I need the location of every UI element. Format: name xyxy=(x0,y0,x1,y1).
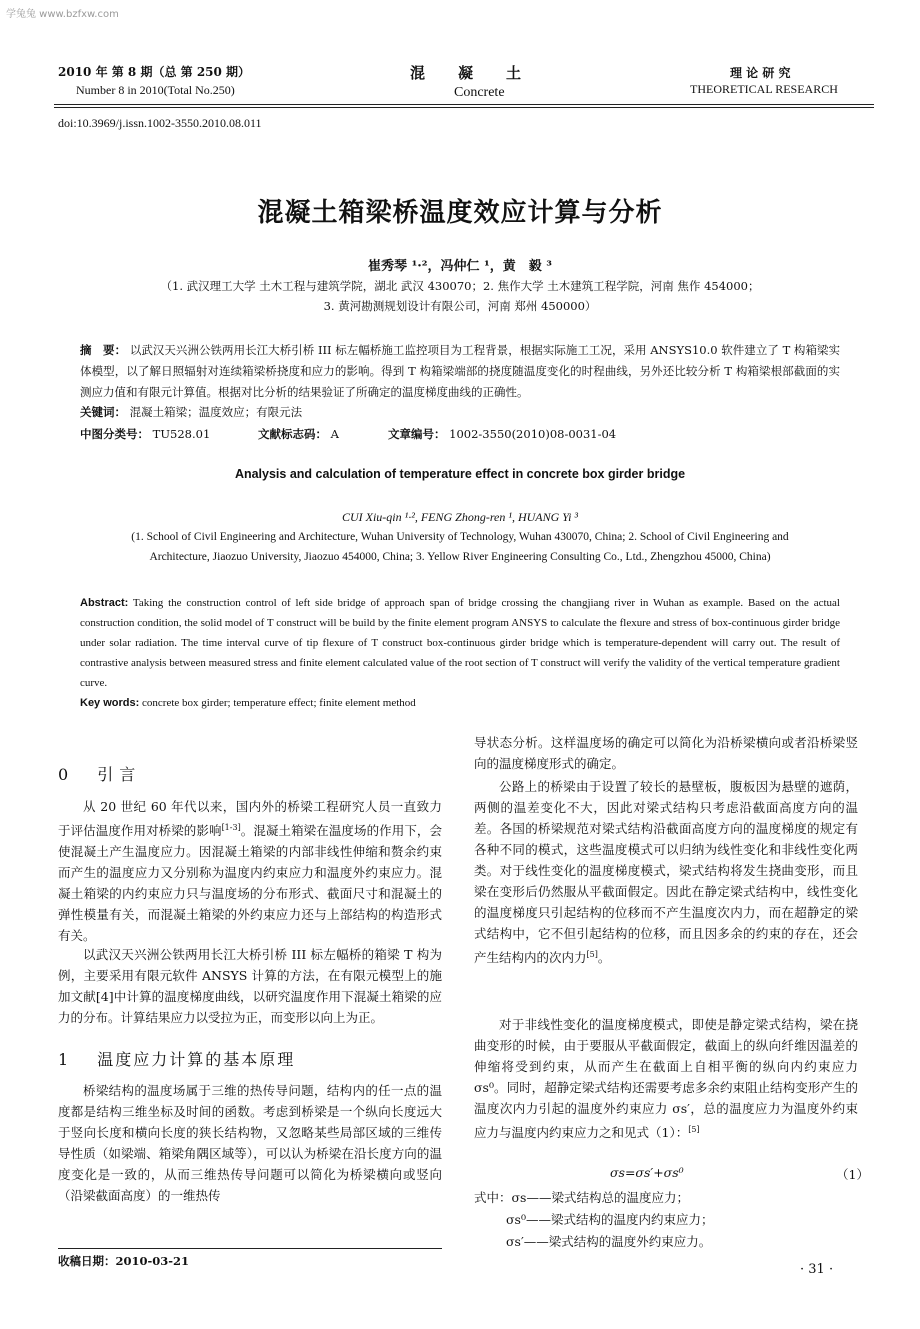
where-1-text: σs——梁式结构总的温度应力； xyxy=(511,1190,689,1205)
footnote-rule xyxy=(58,1248,442,1249)
abstract-cn-label: 摘 要： xyxy=(80,343,127,357)
affiliation-en-1: (1. School of Civil Engineering and Architecture, Wuhan University of Technology, Wuhan 430070, China; 2. School of Civil Engineering and xyxy=(131,531,789,543)
right-paragraph-1 xyxy=(474,776,858,968)
watermark: 学兔兔 www.bzfxw.com xyxy=(6,9,119,20)
section-0-number: 0 xyxy=(58,765,69,784)
abstract-en-text: Taking the construction control of left side bridge of approach span of bridge crossing the changjiang river in Wuhan as example. Based on the actual construction condition, the solid model of T construct will be build by the finite element program ANSYS to calculate the flexure and stress of box-continuous girder bridge under solar radiation. The time interval curve of tip flexure of T construct box-continuous girder bridge which is temperature-dependent will carry out. The result of contrastive analysis between measured stress and finite element calculated value of the root section of T construct will verify the validity of the vertical temperature gradient curve. xyxy=(80,597,840,689)
affiliation-en-2: Architecture, Jiaozuo University, Jiaozuo 454000, China; 3. Yellow River Engineering Consulting Co., Ltd., Zhengzhou 45000, China) xyxy=(149,551,771,563)
doi: doi:10.3969/j.issn.1002-3550.2010.08.011 xyxy=(58,116,262,130)
keywords-cn xyxy=(80,404,302,420)
intro-paragraph-2: 以武汉天兴洲公铁两用长江大桥引桥 III 标左幅桥的箱梁 T 构为例，主要采用有限元软件 ANSYS 计算的方法，在有限元模型上的施加文献[4]中计算的温度梯度曲线，以研究温度作用下混凝土箱梁的应力的分布。计算结果应力以受拉为正，而变形以向上为正。 xyxy=(58,947,442,1025)
where-3: σs′——梁式结构的温度外约束应力。 xyxy=(506,1234,712,1249)
doc-code xyxy=(258,426,339,442)
journal-en: Concrete xyxy=(454,85,505,100)
affiliation-cn-2: 3. 黄河勘测规划设计有限公司，河南 郑州 450000） xyxy=(323,299,597,313)
equation-1-number: （1） xyxy=(836,1167,869,1182)
article-number xyxy=(388,426,616,442)
where-label: 式中： xyxy=(474,1190,512,1205)
doc-code-label: 文献标志码： xyxy=(258,427,327,441)
affiliation-cn-1: （1. 武汉理工大学 土木工程与建筑学院，湖北 武汉 430070；2. 焦作大学 土木建筑工程学院，河南 焦作 454000； xyxy=(160,279,760,293)
article-number-label: 文章编号： xyxy=(388,427,446,441)
right-p2-text: 对于非线性变化的温度梯度模式，即使是静定梁式结构，梁在挠曲变形的时候，由于要服从平截面假定，截面上的纵向纤维因温差的伸缩将受到约束，从而产生在截面上自相平衡的纵向内约束应力 σs⁰。同时，超静定梁式结构还需要考虑多余约束阻止结构变形产生的温度次内力引起的温度外约束应力 σs′，总的温度应力为温度外约束应力与温度内约束应力之和见式（1）： xyxy=(474,1017,858,1141)
page-number: · 31 · xyxy=(800,1262,834,1277)
keywords-cn-text: 混凝土箱梁；温度效应；有限元法 xyxy=(129,405,303,419)
abstract-cn-text: 以武汉天兴洲公铁两用长江大桥引桥 III 标左幅桥施工监控项目为工程背景，根据实际施工工况，采用 ANSYS10.0 软件建立了 T 构箱梁实体模型，以了解日照辐射对连续箱梁桥挠度和应力的影响。得到 T 构箱梁端部的挠度随温度变化的时程曲线，另外还比较分析 T 构箱梁根部截面的实测应力值和有限元计算值。根据对比分析的结果验证了所确定的温度梯度曲线的正确性。 xyxy=(80,343,841,399)
equation-1: σs=σs′+σs⁰ xyxy=(610,1165,684,1180)
intro-paragraph-1 xyxy=(58,796,442,946)
issue-cn: 2010 年 第 8 期（总 第 250 期） xyxy=(58,65,251,79)
principle-paragraph: 桥梁结构的温度场属于三维的热传导问题，结构内的任一点的温度都是结构三维坐标及时间的函数。考虑到桥梁是一个纵向长度远大于竖向长度和横向长度的狭长结构物，又忽略某些局部区域的三维传导性质（如梁端、箱梁角隅区域等），可以认为桥梁在沿长度方向的温度变化是一致的，从而三维热传导问题可以简化为桥梁横向或竖向（沿梁截面高度）的一维热传 xyxy=(58,1083,442,1203)
keywords-cn-label: 关键词： xyxy=(80,405,126,419)
abstract-cn xyxy=(80,340,840,403)
header-rule-bottom xyxy=(54,107,874,108)
intro-p1-text-cont: 。混凝土箱梁在温度场的作用下，会使混凝土产生温度应力。因混凝土箱梁的内部非线性伸缩和赘余约束而产生的温度应力又分别称为温度内约束应力和温度外约束应力。混凝土箱梁的内约束应力只与温度场的分布形式、截面尺寸和混凝土的弹性模量有关，而混凝土箱梁的外约束应力还与上部结构的构造形式有关。 xyxy=(58,823,442,944)
abstract-en xyxy=(80,593,840,693)
clc-label: 中图分类号： xyxy=(80,427,149,441)
clc xyxy=(80,426,210,442)
issue-en: Number 8 in 2010(Total No.250) xyxy=(76,83,235,97)
section-0-title: 引言 xyxy=(97,765,142,784)
where-2: σs⁰——梁式结构的温度内约束应力； xyxy=(506,1212,714,1227)
section-0-heading xyxy=(58,762,141,785)
keywords-en-label: Key words: xyxy=(80,697,140,709)
right-paragraph-0: 导状态分析。这样温度场的确定可以简化为沿桥梁横向或者沿桥梁竖向的温度梯度形式的确定。 xyxy=(474,735,858,771)
right-p1-end: 。 xyxy=(597,950,611,966)
clc-value: TU528.01 xyxy=(152,427,211,441)
citation-ref: [5] xyxy=(688,1125,700,1134)
article-number-value: 1002-3550(2010)08-0031-04 xyxy=(449,427,617,441)
where-1 xyxy=(474,1188,689,1206)
citation-ref: [1-3] xyxy=(221,823,241,832)
authors-en: CUI Xiu-qin ¹·², FENG Zhong-ren ¹, HUANG Yi ³ xyxy=(341,510,579,524)
abstract-en-label: Abstract: xyxy=(80,597,129,609)
keywords-en xyxy=(80,693,840,713)
received-date: 收稿日期：2010-03-21 xyxy=(58,1254,190,1268)
right-p1-text: 公路上的桥梁由于设置了较长的悬壁板，腹板因为悬壁的遮荫，两侧的温差变化不大，因此对梁式结构只考虑沿截面高度方向的温差。各国的桥梁规范对梁式结构沿截面高度方向的温度梯度的规定有各种不同的模式，这些温度模式可以归纳为线性变化和非线性变化两类。对于线性变化的温度梯度模式，梁式结构将发生挠曲变形，而且梁在变形后仍然服从平截面假定。因此在静定梁式结构中，线性变化的温度梯度只引起结构的位移而不产生温度次内力，而在超静定的梁式结构中，它不但引起结构的位移，而且因多余的约束的存在，还会产生结构内的次内力 xyxy=(474,779,858,966)
header-rule-top xyxy=(54,104,874,105)
intro-p1-text: 从 20 世纪 60 年代以来，国内外的桥梁工程研究人员一直致力于评估温度作用对桥梁的影响 xyxy=(58,799,442,839)
journal-cn: 混 凝 土 xyxy=(410,64,523,82)
section-cn: 理 论 研 究 xyxy=(730,66,791,80)
right-paragraph-2 xyxy=(474,1014,858,1143)
keywords-en-text: concrete box girder; temperature effect; finite element method xyxy=(142,697,416,709)
section-1-title: 温度应力计算的基本原理 xyxy=(97,1050,296,1069)
doc-code-value: A xyxy=(330,427,339,441)
section-1-heading xyxy=(58,1047,295,1070)
authors-cn: 崔秀琴 ¹·²，冯仲仁 ¹，黄 毅 ³ xyxy=(368,259,552,274)
citation-ref: [5] xyxy=(586,950,598,959)
section-en: THEORETICAL RESEARCH xyxy=(690,82,838,96)
title-en: Analysis and calculation of temperature effect in concrete box girder bridge xyxy=(234,467,686,481)
section-1-number: 1 xyxy=(58,1050,69,1069)
title-cn: 混凝土箱梁桥温度效应计算与分析 xyxy=(257,198,663,228)
